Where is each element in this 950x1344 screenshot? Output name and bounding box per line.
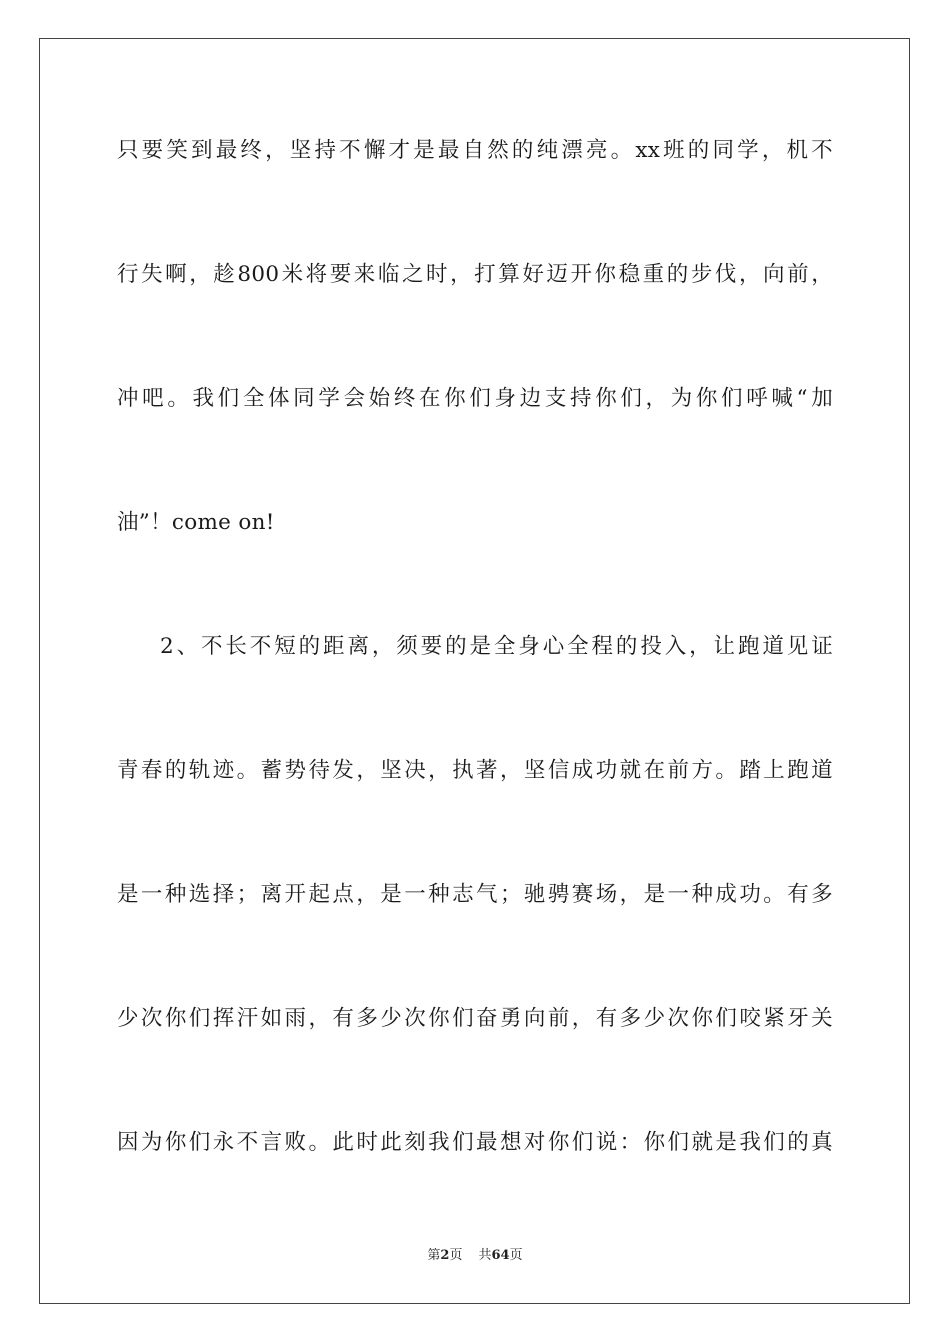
total-prefix: 共 (478, 1248, 492, 1263)
total-pages: 64 (491, 1248, 510, 1263)
page-footer (0, 1247, 950, 1265)
paragraph-start-line: 2、不长不短的距离，须要的是全身心全程的投入，让跑道见证 (160, 634, 833, 659)
page-prefix: 第 (427, 1248, 441, 1263)
text-line: 少次你们挥汗如雨，有多少次你们奋勇向前，有多少次你们咬紧牙关 (117, 1006, 833, 1031)
text-line: 只要笑到最终，坚持不懈才是最自然的纯漂亮。xx班的同学，机不 (117, 138, 833, 163)
text-line: 是一种选择；离开起点，是一种志气；驰骋赛场，是一种成功。有多 (117, 882, 833, 907)
text-line: 油”！come on! (117, 510, 275, 535)
text-line: 冲吧。我们全体同学会始终在你们身边支持你们，为你们呼喊“加 (117, 386, 833, 411)
page-border (39, 38, 910, 1304)
page-suffix: 页 (449, 1248, 463, 1263)
text-line: 青春的轨迹。蓄势待发，坚决，执著，坚信成功就在前方。踏上跑道 (117, 758, 833, 783)
page-number: 2 (440, 1248, 450, 1263)
text-line: 因为你们永不言败。此时此刻我们最想对你们说：你们就是我们的真 (117, 1130, 833, 1155)
total-suffix: 页 (509, 1248, 523, 1263)
text-line: 行失啊，趁800米将要来临之时，打算好迈开你稳重的步伐，向前， (117, 262, 833, 287)
